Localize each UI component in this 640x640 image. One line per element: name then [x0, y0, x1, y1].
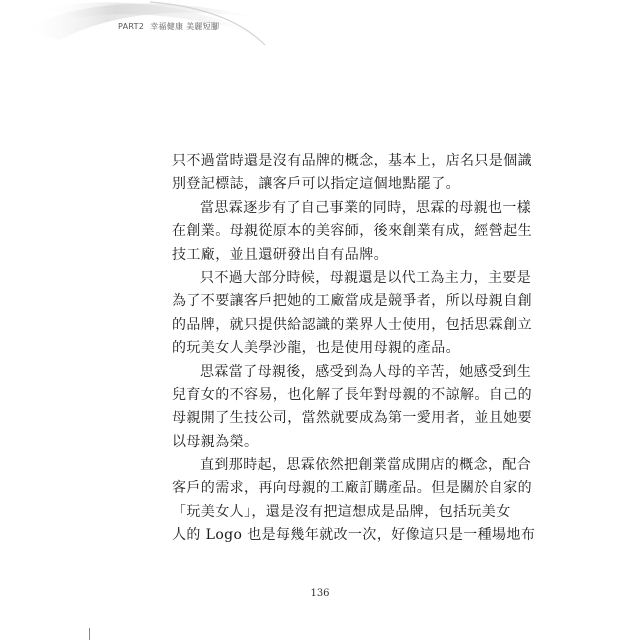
- header-chapter-title: 幸福健康 美麗短腳: [150, 22, 220, 31]
- text-line: 人的 Logo 也是每幾年就改一次，好像這只是一種場地布: [172, 527, 536, 544]
- text-line: 別登記標誌，讓客戶可以指定這個地點罷了。: [172, 176, 460, 193]
- running-header: [118, 21, 219, 32]
- text-line: 母親開了生技公司，當然就要成為第一愛用者，並且她要: [172, 410, 532, 427]
- text-line: 的玩美女人美學沙龍，也是使用母親的產品。: [172, 340, 460, 357]
- text-line: 當思霖逐步有了自己事業的同時，思霖的母親也一樣: [200, 199, 532, 216]
- header-part-label: PART2: [118, 22, 145, 31]
- text-line: 為了不要讓客戶把她的工廠當成是競爭者，所以母親自創: [172, 293, 532, 310]
- body-text: [172, 150, 536, 548]
- text-line: 技工廠，並且還研發出自有品牌。: [172, 246, 388, 263]
- text-line: 兒育女的不容易，也化解了長年對母親的不諒解。自己的: [172, 386, 532, 403]
- page-edge-mark: [89, 628, 90, 640]
- text-line: 客戶的需求，再向母親的工廠訂購產品。但是關於自家的: [172, 480, 532, 497]
- text-line: 思霖當了母親後，感受到為人母的辛苦，她感受到生: [200, 363, 532, 380]
- text-line: 「玩美女人」，還是沒有把這想成是品牌，包括玩美女: [172, 503, 511, 520]
- text-line: 以母親為榮。: [172, 433, 259, 450]
- text-line: 只不過當時還是沒有品牌的概念，基本上，店名只是個識: [172, 153, 532, 169]
- text-line: 直到那時起，思霖依然把創業當成開店的概念，配合: [200, 457, 532, 474]
- page-number: 136: [310, 588, 330, 599]
- text-line: 只不過大部分時候，母親還是以代工為主力，主要是: [200, 269, 532, 286]
- text-line: 在創業。母親從原本的美容師，後來創業有成，經營起生: [172, 223, 532, 240]
- text-line: 的品牌，就只提供給認識的業界人士使用，包括思霖創立: [172, 316, 532, 333]
